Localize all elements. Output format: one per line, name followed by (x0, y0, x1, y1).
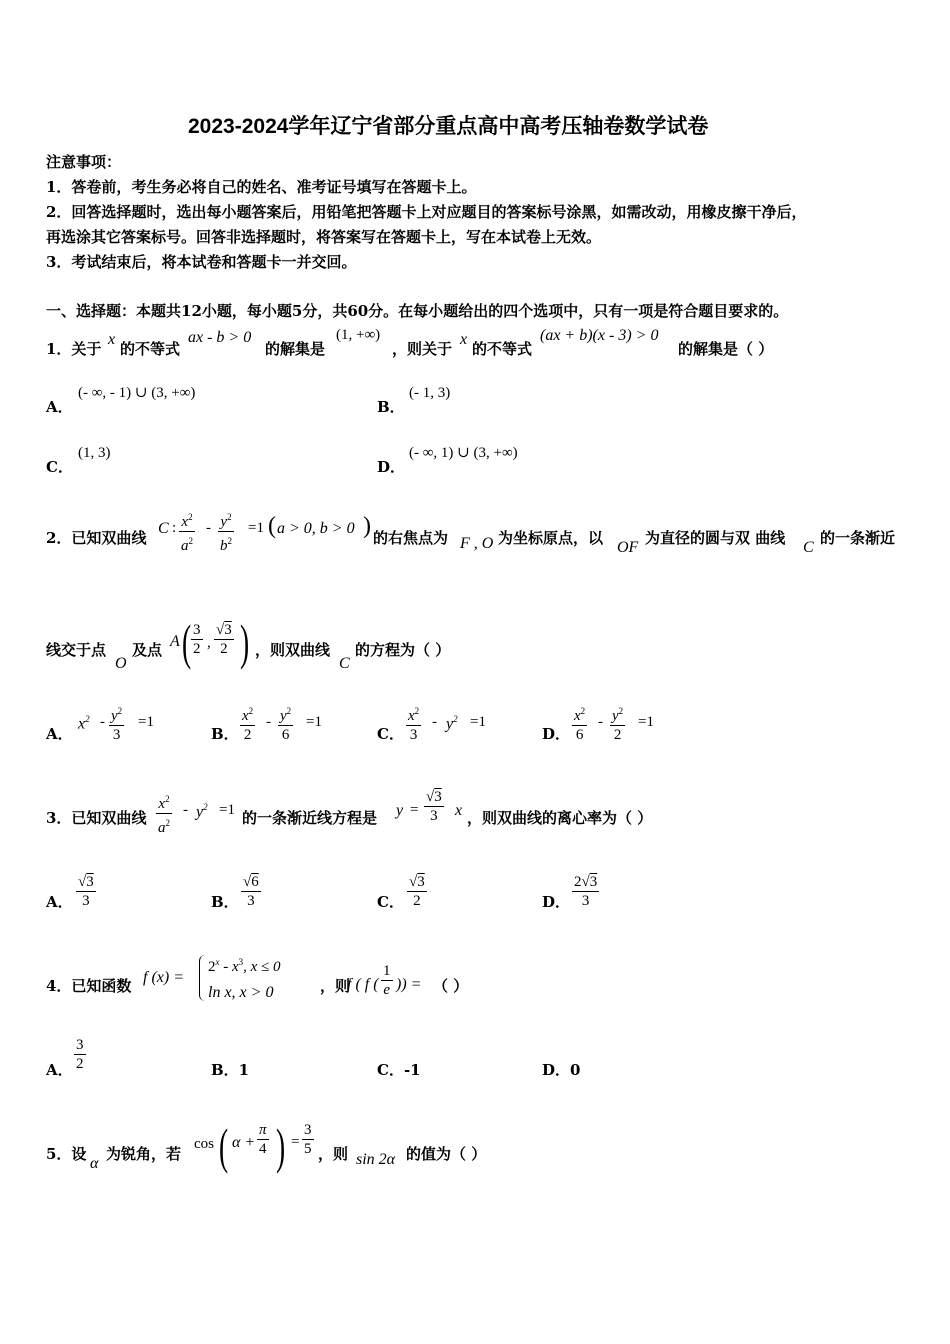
q4-option-d: D．0 (542, 1061, 581, 1079)
q5-math: sin 2α (356, 1151, 396, 1168)
q3-option-d: D． (542, 893, 571, 911)
q2-opt-d-frac2: $\frac{y^2}{2}$ (612, 706, 624, 743)
q1-option-d: D． (377, 458, 406, 476)
q2-var: C (339, 655, 350, 672)
q4-text: ，则 (320, 977, 351, 995)
q2-option-a: A． (46, 725, 73, 743)
q2-text: 2．已知双曲线 (46, 529, 147, 547)
q3-text: 3．已知双曲线 (46, 809, 147, 827)
q3-frac-x2-a2: $\frac{x^2}{a^2}$ (158, 794, 170, 836)
q2-option-d: D． (542, 725, 571, 743)
section-heading: 一、选择题：本题共12小题，每小题5分，共60分。在每小题给出的四个选项中，只有一项是符合题目要求的。 (46, 302, 789, 320)
q5-math: α + (232, 1134, 256, 1151)
q4-case-2: ln x, x > 0 (208, 984, 274, 1001)
q4-option-a: A． (46, 1061, 73, 1079)
q3-opt-c-frac: $\frac{√3}{2}$ (409, 874, 425, 909)
notice-item-2: 2．回答选择题时，选出每小题答案后，用铅笔把答题卡上对应题目的答案标号涂黑，如需改动，用橡皮擦干净后， (46, 203, 807, 221)
q2-var: C (158, 520, 169, 537)
notice-item-1: 1．答卷前，考生务必将自己的姓名、准考证号填写在答题卡上。 (46, 178, 477, 196)
q3-text: 的一条渐近线方程是 (242, 809, 378, 827)
q1-text: 1．关于 (46, 340, 102, 358)
q2-text: 的右焦点为 (373, 529, 449, 547)
q4-text: 4．已知函数 (46, 977, 132, 995)
q1-var: x (460, 331, 468, 348)
q2-math: : (172, 520, 177, 536)
q4-frac-1-e: $\frac{1}{e}$ (383, 963, 391, 998)
q3-opt-b-frac: $\frac{√6}{3}$ (243, 874, 259, 909)
q4-math: f ( f ( (347, 976, 379, 993)
q3-opt-d-frac: $\frac{2√3}{3}$ (574, 874, 598, 909)
q1-option-b: B． (377, 398, 405, 416)
q1-option-b-math: (- 1, 3) (409, 385, 451, 401)
q5-math: cos (194, 1136, 214, 1152)
q2-text: 为直径的圆与双 曲线 (645, 529, 786, 547)
q2-text: ，则双曲线 (255, 641, 331, 659)
notice-heading: 注意事项： (46, 153, 122, 171)
q2-opt-a-frac: $\frac{y^2}{3}$ (111, 706, 123, 743)
notice-item-3: 3．考试结束后，将本试卷和答题卡一并交回。 (46, 253, 357, 271)
q1-math: ax - b > 0 (188, 329, 252, 346)
q2-opt-c-frac: $\frac{x^2}{3}$ (408, 706, 420, 743)
q2-var: C (803, 539, 814, 556)
q1-text: 的不等式 (472, 340, 533, 358)
q2-opt-b-frac2: $\frac{y^2}{6}$ (280, 706, 292, 743)
q5-text: 5．设 (46, 1145, 87, 1163)
q3-option-a: A． (46, 893, 73, 911)
q2-var: A (170, 633, 180, 650)
q4-text: （ ） (433, 977, 469, 995)
q2-text: 为坐标原点，以 (498, 529, 604, 547)
notice-item-2-cont: 再选涂其它答案标号。回答非选择题时，将答案写在答题卡上，写在本试卷上无效。 (46, 228, 602, 246)
q2-option-c: C． (377, 725, 404, 743)
q4-math: )) = (396, 976, 422, 993)
q4-option-b: B．1 (211, 1061, 250, 1079)
q4-opt-a-frac: $\frac{3}{2}$ (76, 1037, 84, 1072)
q5-text: ，则 (318, 1145, 349, 1163)
q2-math: =1 (248, 520, 264, 536)
q1-option-a-math: (- ∞, - 1) ∪ (3, +∞) (78, 385, 196, 401)
q1-text: ，则关于 (392, 340, 453, 358)
q1-math: (ax + b)(x - 3) > 0 (540, 327, 659, 344)
q2-math: a > 0, b > 0 (277, 520, 355, 537)
page-title: 2023-2024学年辽宁省部分重点高中高考压轴卷数学试卷 (188, 115, 709, 138)
q4-option-c: C．-1 (377, 1061, 421, 1079)
q2-opt-b-frac1: $\frac{x^2}{2}$ (242, 706, 254, 743)
q2-math: F , O (460, 535, 494, 552)
q1-math: (1, +∞) (336, 327, 381, 343)
q2-text: 的一条渐近 (820, 529, 896, 547)
q3-opt-a-frac: $\frac{√3}{3}$ (78, 874, 94, 909)
q1-text: 的不等式 (120, 340, 181, 358)
q4-math: f (x) = (143, 969, 184, 986)
q2-frac-sqrt3-2: $\frac{√3}{2}$ (216, 622, 232, 657)
q2-text: 的方程为（ ） (355, 641, 451, 659)
q5-frac-pi-4: $\frac{\pi}{4}$ (259, 1122, 267, 1157)
q1-option-a: A． (46, 398, 73, 416)
q3-option-c: C． (377, 893, 404, 911)
q1-option-c-math: (1, 3) (78, 445, 111, 461)
q2-math: OF (617, 539, 639, 556)
q3-option-b: B． (211, 893, 239, 911)
q3-frac-sqrt3-3: $\frac{√3}{3}$ (426, 789, 442, 824)
q1-option-d-math: (- ∞, 1) ∪ (3, +∞) (409, 445, 518, 461)
q2-text: 及点 (132, 641, 163, 659)
q5-var: α (90, 1155, 99, 1172)
q1-text: 的解集是 (265, 340, 326, 358)
q2-frac-x2-a2: $\frac{x^2}{a^2}$ (181, 512, 193, 554)
q4-case-1: $2^x - x^3$, x ≤ 0 (208, 957, 281, 975)
q5-text: 的值为（ ） (406, 1145, 487, 1163)
q3-text: ，则双曲线的离心率为（ ） (467, 809, 653, 827)
q2-opt-d-frac1: $\frac{x^2}{6}$ (574, 706, 586, 743)
q5-frac-3-5: $\frac{3}{5}$ (304, 1122, 312, 1157)
q1-option-c: C． (46, 458, 73, 476)
q2-text: 线交于点 (46, 641, 107, 659)
exam-page: 2023-2024学年辽宁省部分重点高中高考压轴卷数学试卷 注意事项： 1．答卷前，考生务必将自己的姓名、准考证号填写在答题卡上。 2．回答选择题时，选出每小题答案后，用铅笔把答题卡上对应题目的答案标号涂黑，如需改动，用橡皮擦干净后， 再选涂其它答案标号。回答非选择题时，将答案写在答题卡上，写在本试卷上无效。 3．考试结束后，将本试卷和答题卡一并交回。 一、选择题：本题共12小题，每小题5分，共60分。在每小题给出的四个选项中，只有一项是符合题目要求的。 1．关于 x 的不等式 ax - b > 0 的解集是 (1, +∞) ，则关于 x 的不等式 (ax + b)(x - 3) > 0 的解集是（ ） A． (- ∞, - 1) ∪ (3, +∞) B． (- 1, 3) C． (1, 3) D． (- ∞, 1) ∪ (3, +∞) 2．已知双曲线 C : $\frac{x^2}{a^2}$ - $\frac{y^2}{b^2}$ =1 ( a > 0, b > 0 ) 的右焦点为 F , O 为坐标原点，以 OF 为直径的圆与双 曲线 C 的一条渐近 线交于点 O 及点 A ( $\frac{3}{2}$ , $\frac{√3}{2}$ ) ，则双曲线 C 的方程为（ ） A． $x^2$ - $\frac{y^2}{3}$ =1 B． $\frac{x^2}{2}$ - $\frac{y^2}{6}$ =1 C． $\frac{x^2}{3}$ - $y^2$ =1 D． $\frac{x^2}{6}$ - $\frac{y^2}{2}$ =1 3．已知双曲线 $\frac{x^2}{a^2}$ - $y^2$ =1 的一条渐近线方程是 y = $\frac{√3}{3}$ x ，则双曲线的离心率为（ ） A． $\frac{√3}{3}$ B． $\frac{√6}{3}$ C． $\frac{√3}{2}$ D． $\frac{2√3}{3}$ 4．已知函数 f (x) = $2^x - x^3$, x ≤ 0 ln x, x > 0 ，则 f ( f ( $\frac{1}{e}$ )) = （ ） A． $\frac{3}{2}$ B．1 C．-1 D．0 5．设 α 为锐角，若 cos ( α + $\frac{\pi}{4}$ ) = $\frac{3}{5}$ ，则 sin 2α 的值为（ ） (46, 115, 896, 1174)
q2-frac-y2-b2: $\frac{y^2}{b^2}$ (220, 512, 232, 554)
q5-text: 为锐角，若 (106, 1145, 182, 1163)
q1-text: 的解集是（ ） (678, 340, 774, 358)
q2-frac-3-2: $\frac{3}{2}$ (193, 622, 201, 657)
q1-var: x (108, 331, 116, 348)
q2-var: O (115, 655, 127, 672)
q2-option-b: B． (211, 725, 239, 743)
